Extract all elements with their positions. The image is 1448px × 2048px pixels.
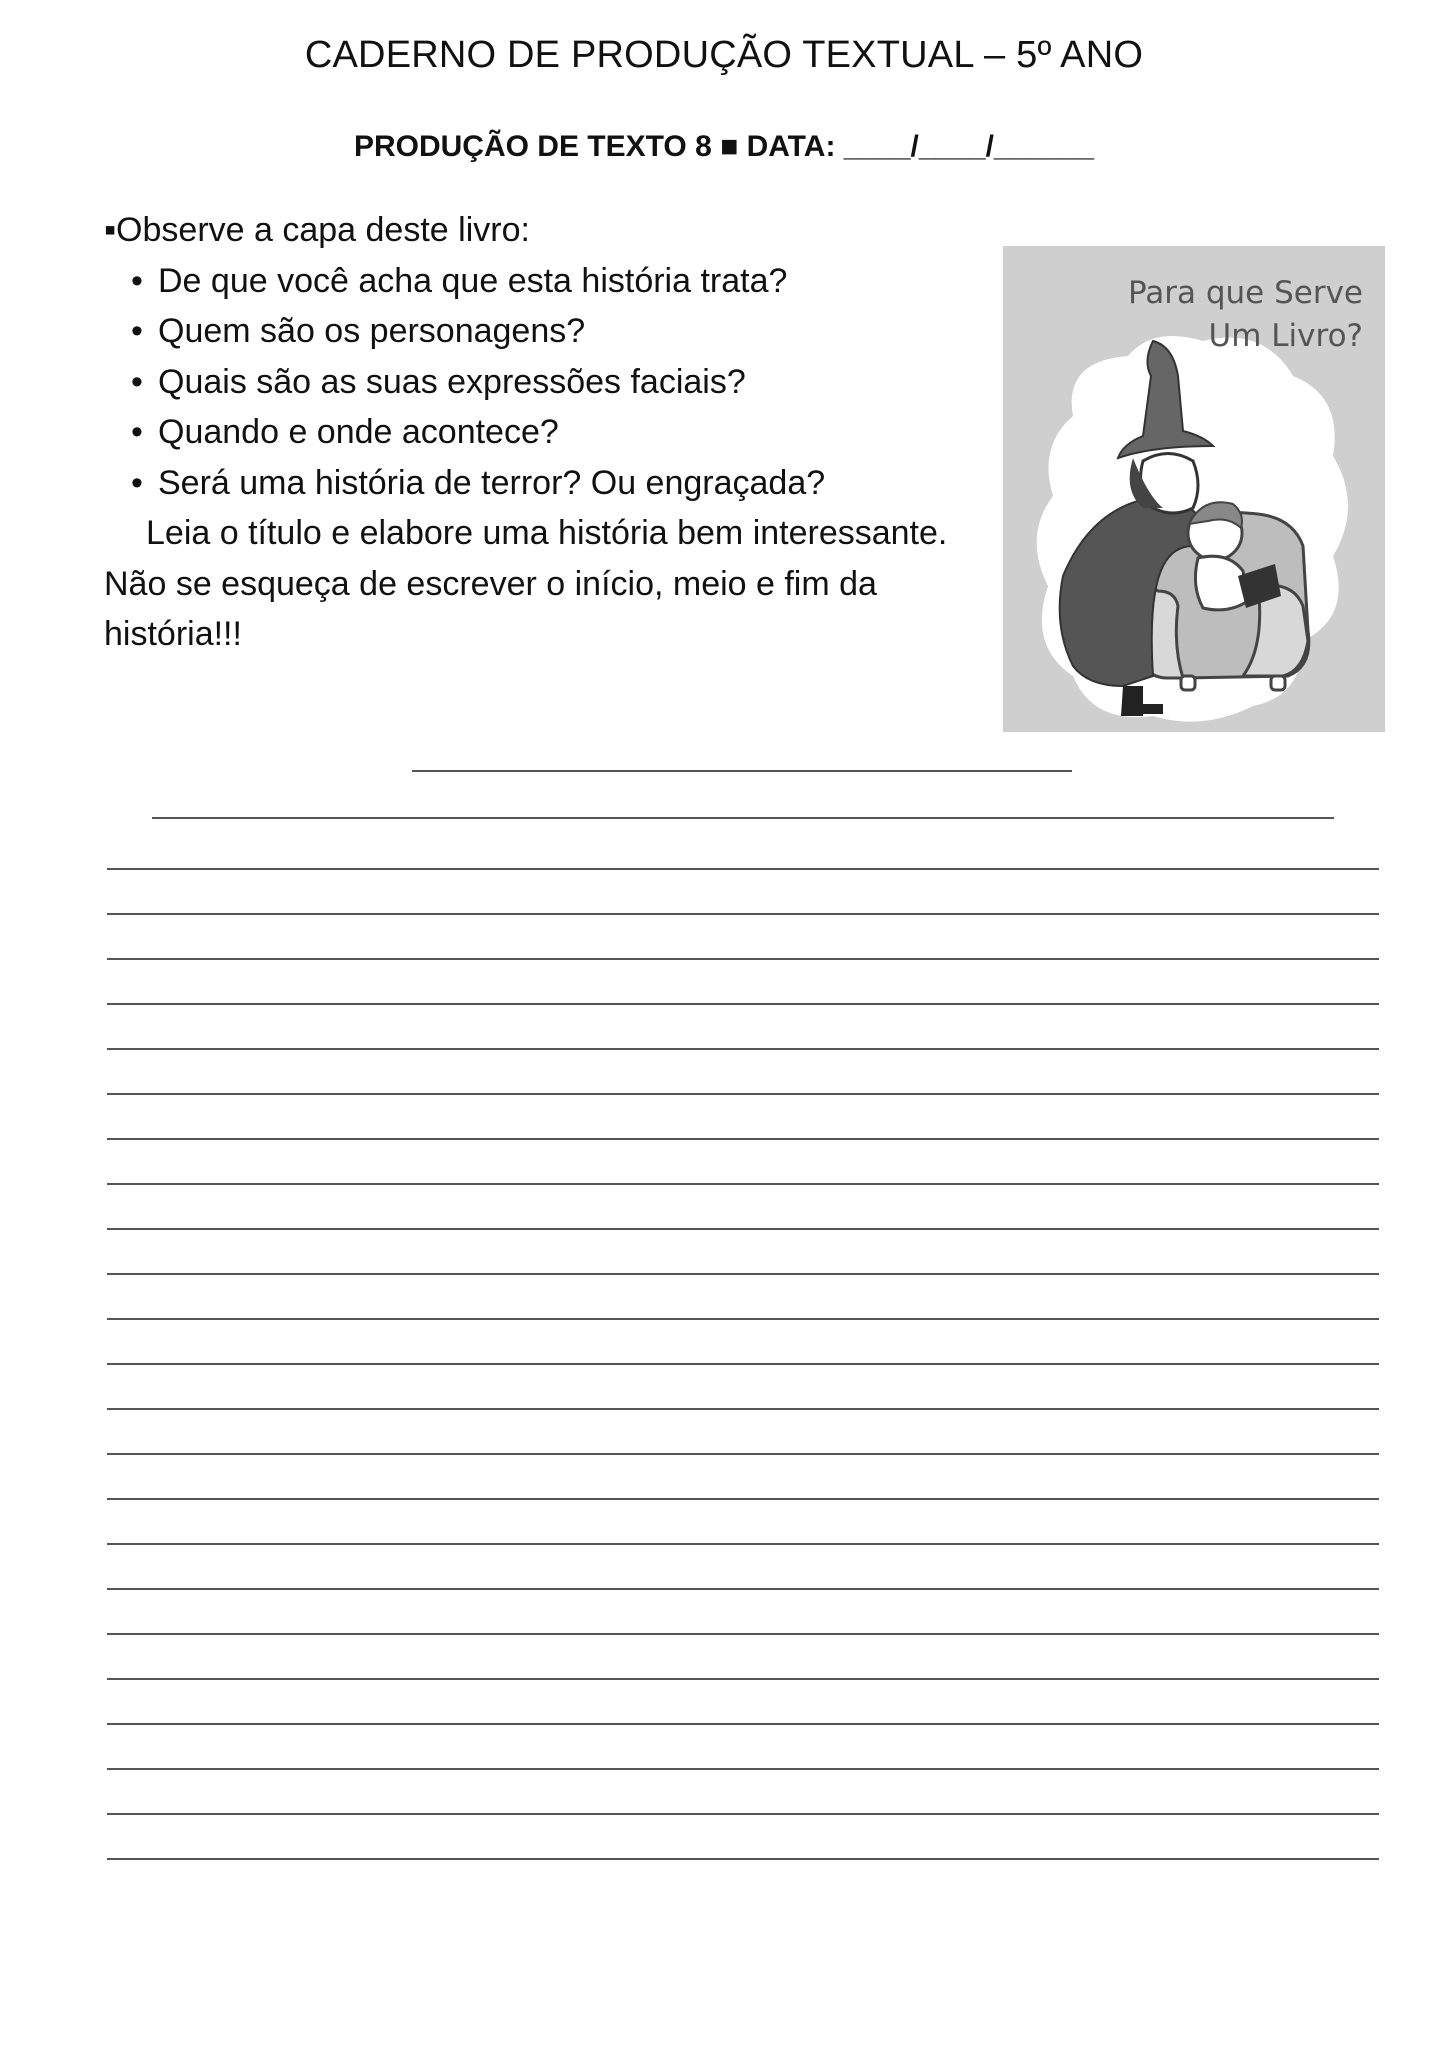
writing-line	[107, 1590, 1379, 1635]
page-title: CADERNO DE PRODUÇÃO TEXTUAL – 5º ANO	[304, 34, 1144, 76]
writing-line	[107, 870, 1379, 915]
question-item: • De que você acha que esta história trata?	[104, 256, 984, 307]
writing-line	[107, 960, 1379, 1005]
story-title-line	[412, 770, 1072, 772]
story-subtitle-line	[152, 817, 1334, 819]
exercise-date-heading: PRODUÇÃO DE TEXTO 8 ■ DATA: ____/____/______	[353, 130, 1095, 163]
writing-line	[107, 1500, 1379, 1545]
writing-line	[107, 1770, 1379, 1815]
book-cover-image	[1003, 246, 1385, 732]
writing-line	[107, 1230, 1379, 1275]
writing-line	[107, 1680, 1379, 1725]
writing-line	[107, 1455, 1379, 1500]
question-list	[104, 256, 984, 509]
writing-line	[107, 1140, 1379, 1185]
instructions-intro: ▪Observe a capa deste livro:	[104, 211, 530, 249]
question-item: • Quando e onde acontece?	[104, 407, 984, 458]
writing-line	[107, 1185, 1379, 1230]
writing-line	[107, 1635, 1379, 1680]
writing-line	[107, 1005, 1379, 1050]
cover-title: Para que Serve Um Livro?	[1127, 275, 1363, 354]
writing-line	[107, 1410, 1379, 1455]
writing-line	[107, 1365, 1379, 1410]
question-item: • Será uma história de terror? Ou engraçada?	[104, 458, 984, 509]
writing-line	[107, 1275, 1379, 1320]
writing-line	[107, 1095, 1379, 1140]
writing-line	[107, 915, 1379, 960]
writing-lines	[107, 867, 1379, 1860]
question-item: • Quais são as suas expressões faciais?	[104, 357, 984, 408]
writing-line	[107, 1815, 1379, 1860]
writing-line	[107, 1545, 1379, 1590]
instructions-paragraph: Leia o título e elabore uma história bem interessante. Não se esqueça de escrever o início, meio e fim da história!!!	[104, 514, 948, 653]
writing-line	[107, 1725, 1379, 1770]
writing-line	[107, 1050, 1379, 1095]
question-item: • Quem são os personagens?	[104, 306, 984, 357]
instructions-block	[104, 205, 984, 660]
writing-line	[107, 1320, 1379, 1365]
